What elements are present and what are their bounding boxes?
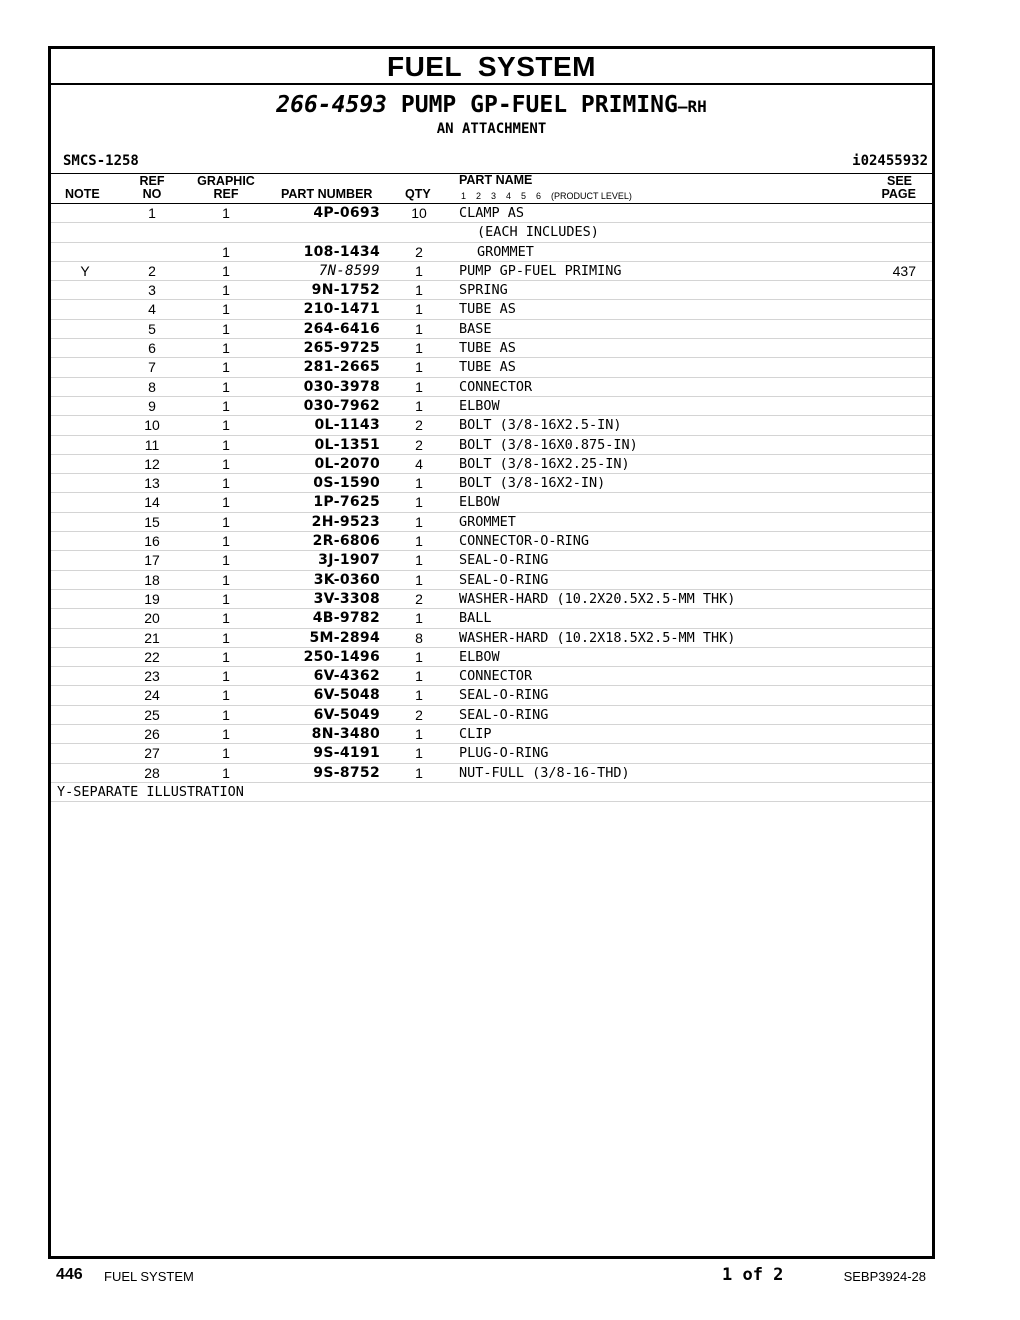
- row-ref-no: 24: [144, 687, 160, 704]
- row-see-page: 437: [892, 262, 916, 279]
- row-part-name: BALL: [459, 610, 492, 627]
- table-row: [51, 397, 932, 416]
- row-graphic-ref: 1: [222, 417, 230, 434]
- table-row: [51, 532, 932, 551]
- row-ref-no: 9: [148, 397, 156, 414]
- row-ref-no: 2: [148, 262, 156, 279]
- row-qty: 1: [415, 513, 423, 530]
- row-part-number: 4B-9782: [312, 610, 380, 627]
- row-graphic-ref: 1: [222, 648, 230, 665]
- table-row: [51, 223, 932, 242]
- row-graphic-ref: 1: [222, 340, 230, 357]
- illustration-id: i02455932: [852, 153, 928, 169]
- table-row: [51, 667, 932, 686]
- row-ref-no: 22: [144, 648, 160, 665]
- row-note: Y: [80, 262, 90, 279]
- footnote: [51, 783, 932, 802]
- row-part-number: 2R-6806: [312, 533, 380, 550]
- row-ref-no: 6: [148, 340, 156, 357]
- row-qty: 2: [415, 706, 423, 723]
- row-qty: 10: [411, 205, 427, 221]
- row-part-number: 3J-1907: [318, 552, 380, 569]
- footer-page-number: 446: [56, 1266, 83, 1283]
- row-part-name: ELBOW: [459, 648, 500, 665]
- row-graphic-ref: 1: [222, 745, 230, 762]
- row-ref-no: 20: [144, 610, 160, 627]
- row-graphic-ref: 1: [222, 687, 230, 704]
- row-part-number: 5M-2894: [309, 629, 380, 646]
- row-graphic-ref: 1: [222, 726, 230, 743]
- row-ref-no: 7: [148, 359, 156, 376]
- row-part-number: 9N-1752: [311, 282, 380, 299]
- row-qty: 1: [415, 320, 423, 337]
- group-title: [51, 85, 932, 121]
- row-part-name: BOLT (3/8-16X2-IN): [459, 475, 606, 492]
- row-ref-no: 27: [144, 745, 160, 762]
- row-qty: 1: [415, 648, 423, 665]
- row-part-name: CLIP: [459, 726, 492, 743]
- row-ref-no: 5: [148, 320, 156, 337]
- row-graphic-ref: 1: [222, 455, 230, 472]
- table-row: [51, 474, 932, 493]
- row-part-name: TUBE AS: [459, 340, 516, 357]
- row-graphic-ref: 1: [222, 706, 230, 723]
- row-graphic-ref: 1: [222, 590, 230, 607]
- row-part-name: CLAMP AS: [459, 205, 525, 221]
- table-row: [51, 493, 932, 512]
- col-part-number: PART NUMBER: [281, 187, 373, 201]
- table-row: [51, 744, 932, 763]
- row-part-number: 4P-0693: [313, 205, 380, 221]
- row-ref-no: 11: [144, 436, 160, 453]
- footnote-text: Y-SEPARATE ILLUSTRATION: [57, 783, 244, 800]
- row-qty: 4: [415, 455, 423, 472]
- row-qty: 1: [415, 301, 423, 318]
- group-name: PUMP GP-FUEL PRIMING: [400, 92, 678, 118]
- col-ref-no-2: NO: [142, 187, 162, 201]
- row-graphic-ref: 1: [222, 436, 230, 453]
- row-part-name: WASHER-HARD (10.2X20.5X2.5-MM THK): [459, 590, 736, 607]
- row-graphic-ref: 1: [222, 205, 230, 221]
- row-ref-no: 10: [144, 417, 160, 434]
- row-ref-no: 8: [148, 378, 156, 395]
- row-qty: 1: [415, 687, 423, 704]
- table-row: [51, 243, 932, 262]
- row-graphic-ref: 1: [222, 262, 230, 279]
- row-ref-no: 28: [144, 764, 160, 781]
- table-row: [51, 358, 932, 377]
- row-qty: 1: [415, 262, 423, 279]
- group-part-number: 266-4593: [276, 92, 388, 118]
- col-product-levels: 1 2 3 4 5 6 (PRODUCT LEVEL): [461, 191, 632, 201]
- row-graphic-ref: 1: [222, 764, 230, 781]
- table-row: [51, 764, 932, 783]
- footer-section: FUEL SYSTEM: [104, 1269, 194, 1284]
- row-part-name: WASHER-HARD (10.2X18.5X2.5-MM THK): [459, 629, 736, 646]
- table-row: [51, 281, 932, 300]
- row-qty: 1: [415, 610, 423, 627]
- col-graphic-ref-1: GRAPHIC: [197, 174, 255, 188]
- row-part-name: SEAL-O-RING: [459, 687, 549, 704]
- row-graphic-ref: 1: [222, 243, 230, 260]
- col-note: NOTE: [65, 187, 100, 201]
- col-ref-no-1: REF: [139, 174, 165, 188]
- table-row: [51, 648, 932, 667]
- row-ref-no: 1: [148, 205, 156, 221]
- table-row: [51, 262, 932, 281]
- row-part-number: 9S-8752: [313, 764, 380, 781]
- row-qty: 8: [415, 629, 423, 646]
- row-part-number: 8N-3480: [311, 726, 380, 743]
- row-qty: 2: [415, 590, 423, 607]
- row-part-name: PUMP GP-FUEL PRIMING: [459, 262, 622, 279]
- table-row: [51, 706, 932, 725]
- row-qty: 1: [415, 494, 423, 511]
- row-part-name: SEAL-O-RING: [459, 706, 549, 723]
- row-part-number: 9S-4191: [313, 745, 380, 762]
- row-ref-no: 19: [144, 590, 160, 607]
- table-row: [51, 455, 932, 474]
- table-row: [51, 320, 932, 339]
- row-part-name: (EACH INCLUDES): [477, 224, 599, 241]
- table-row: [51, 629, 932, 648]
- parts-table-body: [51, 204, 932, 783]
- row-part-name: TUBE AS: [459, 359, 516, 376]
- row-graphic-ref: 1: [222, 610, 230, 627]
- row-qty: 1: [415, 282, 423, 299]
- row-part-number: 281-2665: [303, 359, 380, 376]
- row-part-number: 264-6416: [303, 320, 380, 337]
- col-graphic-ref-2: REF: [213, 187, 239, 201]
- row-qty: 1: [415, 397, 423, 414]
- row-ref-no: 25: [144, 706, 160, 723]
- row-part-name: ELBOW: [459, 397, 500, 414]
- row-graphic-ref: 1: [222, 378, 230, 395]
- row-ref-no: 12: [144, 455, 160, 472]
- row-part-number: 2H-9523: [311, 513, 380, 530]
- table-row: [51, 416, 932, 435]
- row-part-number: 6V-4362: [313, 668, 380, 685]
- row-graphic-ref: 1: [222, 475, 230, 492]
- col-qty: QTY: [405, 187, 431, 201]
- row-part-number: 0S-1590: [313, 475, 380, 492]
- row-part-number: 265-9725: [303, 340, 380, 357]
- row-part-name: BOLT (3/8-16X2.25-IN): [459, 455, 630, 472]
- row-ref-no: 17: [144, 552, 160, 569]
- row-graphic-ref: 1: [222, 320, 230, 337]
- table-row: [51, 204, 932, 223]
- row-graphic-ref: 1: [222, 282, 230, 299]
- row-qty: 1: [415, 764, 423, 781]
- row-graphic-ref: 1: [222, 533, 230, 550]
- row-part-number: 210-1471: [303, 301, 380, 318]
- row-part-number: 1P-7625: [313, 494, 380, 511]
- footer-page-of: 1 of 2: [722, 1265, 784, 1285]
- section-title: FUEL SYSTEM: [51, 49, 932, 85]
- row-part-number: 0L-1351: [314, 436, 380, 453]
- row-part-number: 3K-0360: [313, 571, 380, 588]
- col-see-page-2: PAGE: [881, 187, 916, 201]
- group-suffix: —RH: [677, 97, 707, 116]
- col-part-name: PART NAME: [459, 173, 533, 187]
- row-part-name: CONNECTOR: [459, 668, 533, 685]
- table-row: [51, 513, 932, 532]
- row-part-name: TUBE AS: [459, 301, 516, 318]
- table-row: [51, 300, 932, 319]
- row-qty: 1: [415, 571, 423, 588]
- row-part-number: 0L-1143: [314, 417, 380, 434]
- row-part-name: GROMMET: [459, 513, 516, 530]
- row-qty: 1: [415, 533, 423, 550]
- row-ref-no: 4: [148, 301, 156, 318]
- row-part-name: CONNECTOR: [459, 378, 533, 395]
- table-row: [51, 339, 932, 358]
- row-ref-no: 18: [144, 571, 160, 588]
- row-qty: 1: [415, 340, 423, 357]
- table-row: [51, 436, 932, 455]
- row-part-number: 6V-5048: [313, 687, 380, 704]
- row-part-name: BASE: [459, 320, 492, 337]
- row-qty: 1: [415, 726, 423, 743]
- row-qty: 1: [415, 359, 423, 376]
- row-part-number: 030-3978: [303, 378, 380, 395]
- meta-bar: [51, 151, 932, 174]
- table-row: [51, 551, 932, 570]
- col-see-page-1: SEE: [886, 174, 912, 188]
- footer-doc-id: SEBP3924-28: [843, 1269, 926, 1284]
- row-qty: 1: [415, 552, 423, 569]
- row-graphic-ref: 1: [222, 359, 230, 376]
- row-ref-no: 16: [144, 533, 160, 550]
- group-heading: [51, 85, 932, 151]
- row-part-name: BOLT (3/8-16X0.875-IN): [459, 436, 638, 453]
- parts-list-frame: [48, 46, 935, 1259]
- group-subtitle: AN ATTACHMENT: [436, 121, 547, 137]
- row-ref-no: 13: [144, 475, 160, 492]
- row-graphic-ref: 1: [222, 301, 230, 318]
- table-row: [51, 609, 932, 628]
- row-part-name: ELBOW: [459, 494, 500, 511]
- row-part-name: SEAL-O-RING: [459, 552, 549, 569]
- row-graphic-ref: 1: [222, 494, 230, 511]
- row-part-name: SPRING: [459, 282, 508, 299]
- row-ref-no: 14: [144, 494, 160, 511]
- row-part-number: 7N-8599: [318, 262, 380, 279]
- row-ref-no: 21: [144, 629, 160, 646]
- row-part-name: PLUG-O-RING: [459, 745, 549, 762]
- row-ref-no: 3: [148, 282, 156, 299]
- row-part-number: 6V-5049: [313, 706, 380, 723]
- row-part-name: GROMMET: [477, 243, 534, 260]
- row-graphic-ref: 1: [222, 513, 230, 530]
- row-part-number: 3V-3308: [313, 590, 380, 607]
- row-ref-no: 26: [144, 726, 160, 743]
- smcs-code: SMCS-1258: [63, 153, 139, 169]
- row-qty: 1: [415, 668, 423, 685]
- row-ref-no: 15: [144, 513, 160, 530]
- row-qty: 2: [415, 243, 423, 260]
- row-qty: 1: [415, 378, 423, 395]
- table-row: [51, 590, 932, 609]
- table-row: [51, 686, 932, 705]
- row-graphic-ref: 1: [222, 552, 230, 569]
- table-row: [51, 725, 932, 744]
- row-part-name: SEAL-O-RING: [459, 571, 549, 588]
- row-part-number: 250-1496: [303, 648, 380, 665]
- row-part-number: 030-7962: [303, 397, 380, 414]
- row-ref-no: 23: [144, 668, 160, 685]
- row-part-number: 108-1434: [303, 243, 380, 260]
- column-headers: [51, 174, 932, 204]
- row-qty: 2: [415, 417, 423, 434]
- row-part-name: NUT-FULL (3/8-16-THD): [459, 764, 630, 781]
- table-row: [51, 571, 932, 590]
- page-footer: [0, 1263, 1020, 1293]
- row-graphic-ref: 1: [222, 629, 230, 646]
- row-graphic-ref: 1: [222, 571, 230, 588]
- row-part-name: CONNECTOR-O-RING: [459, 533, 590, 550]
- row-qty: 2: [415, 436, 423, 453]
- row-part-name: BOLT (3/8-16X2.5-IN): [459, 417, 622, 434]
- row-graphic-ref: 1: [222, 397, 230, 414]
- row-graphic-ref: 1: [222, 668, 230, 685]
- row-part-number: 0L-2070: [314, 455, 380, 472]
- row-qty: 1: [415, 745, 423, 762]
- row-qty: 1: [415, 475, 423, 492]
- table-row: [51, 378, 932, 397]
